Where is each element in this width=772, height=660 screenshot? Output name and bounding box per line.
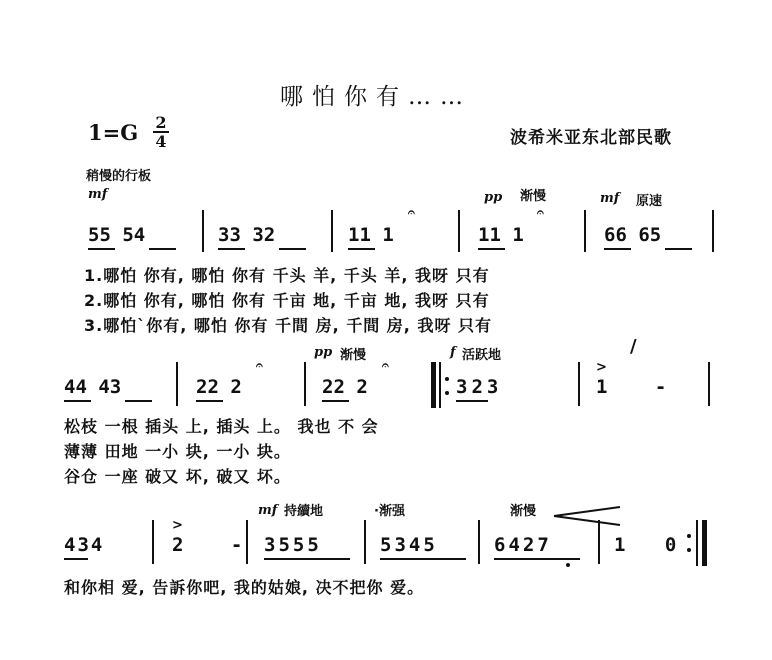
ritardando-3: 渐慢 <box>510 504 537 519</box>
beam <box>348 248 375 250</box>
breath-mark: / <box>630 336 637 357</box>
lyric-verse-2: 薄薄 田地 一小 块, 一小 块。 <box>64 442 291 461</box>
beam <box>196 400 223 402</box>
lyric-verse-3: 3.哪怕`你有, 哪怕 你有 千間 房, 千間 房, 我呀 只有 <box>84 316 493 335</box>
lively-marking: 活跃地 <box>462 348 502 363</box>
dynamic-f: f <box>450 345 456 360</box>
lyric-verse-3: 谷仓 一座 破又 坏, 破又 坏。 <box>64 467 291 486</box>
measure-3-5: 6427 <box>494 534 552 556</box>
barline <box>152 520 154 564</box>
barline <box>458 210 460 252</box>
repeat-end-thin-barline <box>696 520 698 566</box>
measure-1-4: 11 1 <box>478 224 524 246</box>
beam <box>88 248 115 250</box>
fermata-mark: 𝄐 <box>256 358 263 372</box>
measure-2-1: 44 43 <box>64 376 122 398</box>
beam <box>494 558 580 560</box>
barline <box>331 210 333 252</box>
fermata-mark: 𝄐 <box>382 358 389 372</box>
measure-1-5: 66 65 <box>604 224 662 246</box>
tempo-marking: 稍慢的行板 <box>86 169 152 184</box>
lyric-line-3: 和你相 爱, 告訴你吧, 我的姑娘, 决不把你 爱。 <box>64 578 425 597</box>
measure-3-3: 3555 <box>264 534 322 556</box>
dynamic-mf-1: mf <box>88 187 108 202</box>
time-signature-bottom: 4 <box>155 132 167 151</box>
measure-3-4: 5345 <box>380 534 438 556</box>
measure-2-4: 323 <box>456 376 503 398</box>
barline <box>712 210 714 252</box>
beam <box>218 248 245 250</box>
key-signature: 1=G <box>88 120 139 145</box>
barline <box>364 520 366 564</box>
barline <box>578 362 580 406</box>
measure-1-1: 55 54 <box>88 224 146 246</box>
measure-3-2: 2 - <box>172 534 261 556</box>
barline <box>584 210 586 252</box>
lyric-verse-1: 松枝 一根 插头 上, 插头 上。 我也 不 会 <box>64 417 379 436</box>
beam <box>125 400 152 402</box>
barline <box>708 362 710 406</box>
accent-mark: > <box>596 360 607 375</box>
beam <box>279 248 306 250</box>
lyric-verse-1: 1.哪怕 你有, 哪怕 你有 千头 羊, 千头 羊, 我呀 只有 <box>84 266 490 285</box>
beam <box>380 558 466 560</box>
song-title: 哪怕你有…… <box>280 84 472 110</box>
beam <box>264 558 350 560</box>
beam <box>149 248 176 250</box>
dynamic-mf-2: mf <box>600 191 620 206</box>
a-tempo-marking: 原速 <box>636 194 663 209</box>
decrescendo-hairpin <box>552 504 622 528</box>
measure-1-2: 33 32 <box>218 224 276 246</box>
time-signature-top: 2 <box>153 114 169 133</box>
measure-2-2: 22 2 <box>196 376 242 398</box>
beam <box>456 400 488 402</box>
ritardando-1: 渐慢 <box>520 189 547 204</box>
beam <box>322 400 349 402</box>
barline <box>202 210 204 252</box>
measure-2-3: 22 2 <box>322 376 368 398</box>
beam <box>604 248 631 250</box>
dynamic-mf-3: mf <box>258 503 278 518</box>
fermata-mark: 𝄐 <box>537 205 544 219</box>
accent-mark: > <box>172 518 183 533</box>
barline <box>598 520 600 564</box>
fermata-mark: 𝄐 <box>408 205 415 219</box>
ritardando-2: 渐慢 <box>340 348 367 363</box>
barline <box>304 362 306 406</box>
repeat-end-barline <box>702 520 707 566</box>
time-signature <box>153 114 169 150</box>
dynamic-pp-2: pp <box>314 345 333 360</box>
measure-3-1: 434 <box>64 534 105 556</box>
repeat-dot <box>445 391 449 395</box>
repeat-start-thin-barline <box>439 362 441 408</box>
repeat-dot <box>445 377 449 381</box>
low-octave-dot <box>566 563 570 567</box>
crescendo-marking: ·渐强 <box>374 504 405 519</box>
lyric-verse-2: 2.哪怕 你有, 哪怕 你有 千亩 地, 千亩 地, 我呀 只有 <box>84 291 490 310</box>
measure-2-5: 1 - <box>596 376 685 398</box>
beam <box>64 400 91 402</box>
repeat-start-barline <box>431 362 436 408</box>
measure-3-6: 1 0 <box>614 534 691 556</box>
beam <box>478 248 505 250</box>
sustained-marking: 持續地 <box>284 504 324 519</box>
beam <box>64 558 88 560</box>
dynamic-pp-1: pp <box>484 190 503 205</box>
barline <box>176 362 178 406</box>
measure-1-3: 11 1 <box>348 224 394 246</box>
song-source: 波希米亚东北部民歌 <box>510 128 672 148</box>
beam <box>665 248 692 250</box>
barline <box>478 520 480 564</box>
